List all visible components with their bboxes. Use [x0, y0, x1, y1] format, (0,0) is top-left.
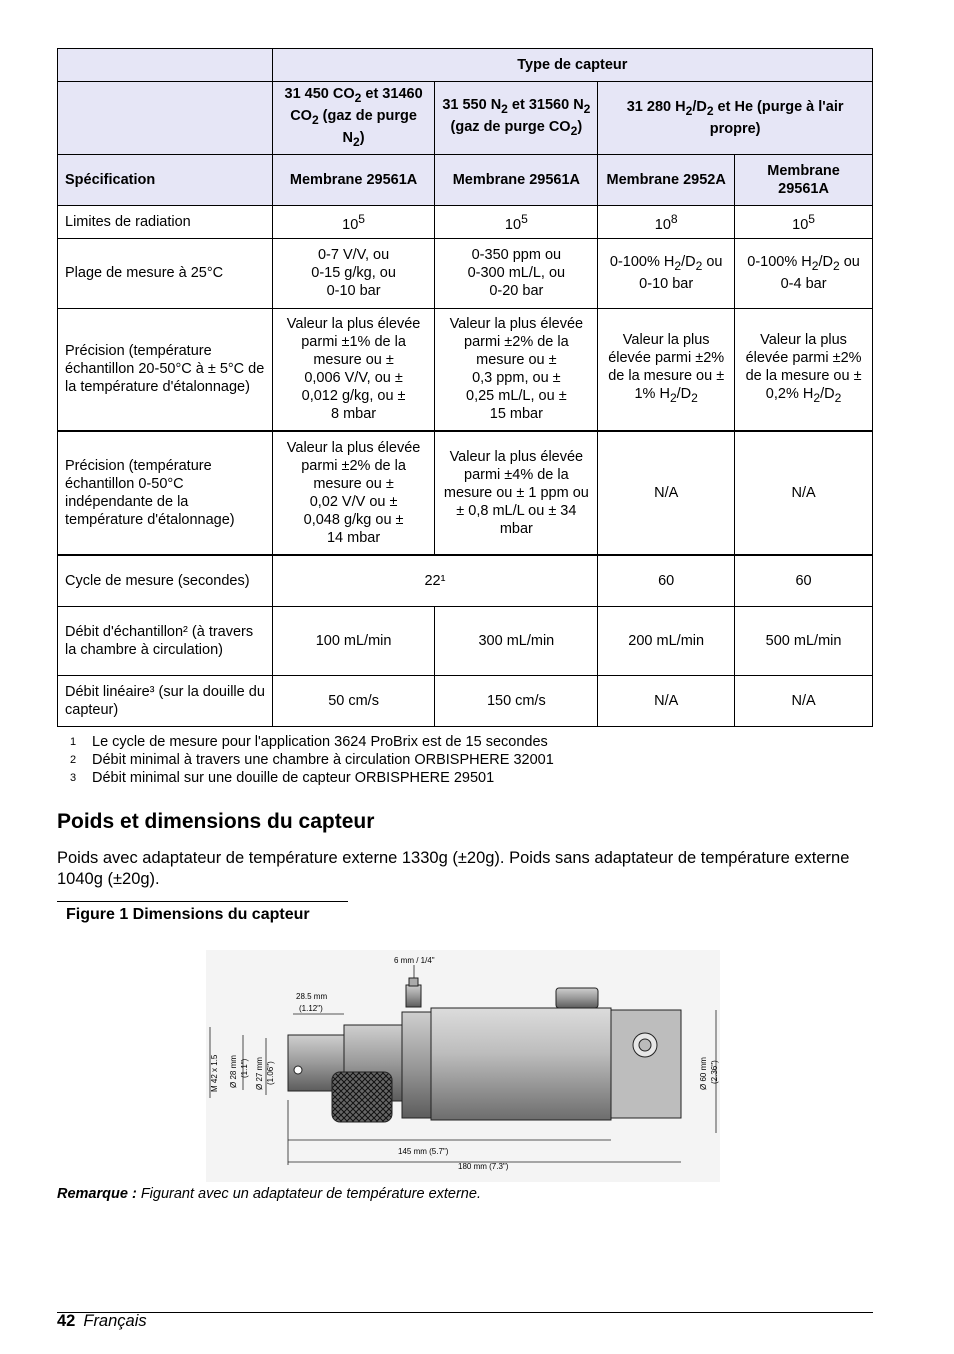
- flange: [402, 1012, 431, 1118]
- table-cell: 150 cm/s: [435, 675, 598, 726]
- sensor-co2-header: 31 450 $CO_2$ et 31460 $CO_2$ (gaz de purge $N_2$): [272, 82, 435, 155]
- dim-label: Ø 28 mm: [229, 1055, 238, 1088]
- dim-label: (1.1"): [240, 1058, 249, 1078]
- table-cell: 60: [735, 555, 873, 606]
- dim-label: Ø 27 mm: [255, 1057, 264, 1090]
- table-cell: Valeur la plus élevée parmi ±2% de la mesure ou ± 0,02 V/V ou ± 0,048 g/kg ou ± 14 mbar: [272, 431, 435, 555]
- table-cell: N/A: [735, 431, 873, 555]
- table-cell: Valeur la plus élevée parmi ±2% de la mesure ou ± 1% $H_2/D_2$: [598, 308, 735, 431]
- dim-top-label: 6 mm / 1/4": [394, 956, 435, 965]
- membrane-cell: Membrane 29561A: [735, 154, 873, 205]
- dim-label: (2.36"): [710, 1060, 719, 1084]
- table-cell: N/A: [598, 675, 735, 726]
- table-cell: 500 mL/min: [735, 606, 873, 675]
- membrane-cell: Membrane 29561A: [272, 154, 435, 205]
- spec-label: Spécification: [58, 154, 273, 205]
- note-label: Remarque :: [57, 1186, 137, 1202]
- footnote: 3 Débit minimal sur une douille de capteur ORBISPHERE 29501: [70, 770, 495, 786]
- table-cell: 0-100% $H_2/D_2$ ou 0-10 bar: [598, 238, 735, 308]
- sensor-h2-header: 31 280 $H_2/D_2$ et He (purge à l'air propre): [598, 82, 873, 155]
- dim-label: (1.06"): [266, 1061, 275, 1085]
- spec-table: [57, 48, 873, 727]
- table-cell: N/A: [598, 431, 735, 555]
- type-header: Type de capteur: [272, 49, 872, 82]
- footer-rule: [57, 1312, 873, 1313]
- table-cell: 0-100% $H_2/D_2$ ou 0-4 bar: [735, 238, 873, 308]
- table-cell: Valeur la plus élevée parmi ±2% de la mesure ou ± 0,2% $H_2/D_2$: [735, 308, 873, 431]
- header-empty-cell: [58, 82, 273, 155]
- note: [57, 1186, 481, 1202]
- dim-label: 28.5 mm: [296, 992, 328, 1001]
- dim-label: (1.12"): [299, 1004, 323, 1013]
- table-cell: $10^5$: [272, 205, 435, 238]
- top-cap: [556, 988, 598, 1008]
- knurled-nut: [332, 1072, 392, 1122]
- table-cell: $10^5$: [735, 205, 873, 238]
- sensor-dimension-drawing: [206, 950, 720, 1182]
- membrane-cell: Membrane 2952A: [598, 154, 735, 205]
- table-cell: $10^5$: [435, 205, 598, 238]
- table-cell: N/A: [735, 675, 873, 726]
- row-label: Précision (température échantillon 0-50°C indépendante de la température d'étalonnage): [58, 431, 273, 555]
- footnote: 2 Débit minimal à travers une chambre à circulation ORBISPHERE 32001: [70, 752, 554, 768]
- row-label: Débit linéaire³ (sur la douille du capteur): [58, 675, 273, 726]
- figure-rule: [57, 901, 348, 902]
- sensor-body: [431, 1008, 611, 1120]
- note-text: Figurant avec un adaptateur de température externe.: [140, 1186, 481, 1202]
- page-number: 42: [57, 1312, 76, 1330]
- table-cell: 0-350 ppm ou 0-300 mL/L, ou 0-20 bar: [435, 238, 598, 308]
- page-footer: [57, 1312, 147, 1331]
- table-cell: 50 cm/s: [272, 675, 435, 726]
- table-cell: 300 mL/min: [435, 606, 598, 675]
- dim-label: M 42 x 1.5: [210, 1054, 219, 1092]
- figure-caption: Figure 1 Dimensions du capteur: [66, 906, 310, 923]
- footnote: 1 Le cycle de mesure pour l'application 3624 ProBrix est de 15 secondes: [70, 734, 548, 750]
- dim-label: 180 mm (7.3"): [458, 1162, 509, 1171]
- table-cell: Valeur la plus élevée parmi ±1% de la mesure ou ± 0,006 V/V, ou ± 0,012 g/kg, ou ± 8 mbar: [272, 308, 435, 431]
- footer-language: Français: [83, 1312, 147, 1330]
- row-label: Limites de radiation: [58, 205, 273, 238]
- table-cell: $10^8$: [598, 205, 735, 238]
- row-label: Débit d'échantillon² (à travers la chambre à circulation): [58, 606, 273, 675]
- section-heading: Poids et dimensions du capteur: [57, 810, 375, 833]
- table-cell: 22¹: [272, 555, 598, 606]
- row-label: Cycle de mesure (secondes): [58, 555, 273, 606]
- table-cell: Valeur la plus élevée parmi ±2% de la mesure ou ± 0,3 ppm, ou ± 0,25 mL/L, ou ± 15 mbar: [435, 308, 598, 431]
- dim-label: Ø 60 mm: [699, 1057, 708, 1090]
- sensor-n2-header: 31 550 $N_2$ et 31560 $N_2$ (gaz de purge $CO_2$): [435, 82, 598, 155]
- weight-paragraph: Poids avec adaptateur de température externe 1330g (±20g). Poids sans adaptateur de température externe 1040g (±20g).: [57, 849, 850, 888]
- row-label: Précision (température échantillon 20-50°C à ± 5°C de la température d'étalonnage): [58, 308, 273, 431]
- table-cell: 60: [598, 555, 735, 606]
- membrane-cell: Membrane 29561A: [435, 154, 598, 205]
- row-label: Plage de mesure à 25°C: [58, 238, 273, 308]
- dim-label: 145 mm (5.7"): [398, 1147, 449, 1156]
- table-cell: Valeur la plus élevée parmi ±4% de la mesure ou ± 1 ppm ou ± 0,8 mL/L ou ± 34 mbar: [435, 431, 598, 555]
- right-end: [611, 1010, 681, 1118]
- table-cell: 100 mL/min: [272, 606, 435, 675]
- table-cell: 200 mL/min: [598, 606, 735, 675]
- table-cell: 0-7 V/V, ou 0-15 g/kg, ou 0-10 bar: [272, 238, 435, 308]
- header-empty-cell: [58, 49, 273, 82]
